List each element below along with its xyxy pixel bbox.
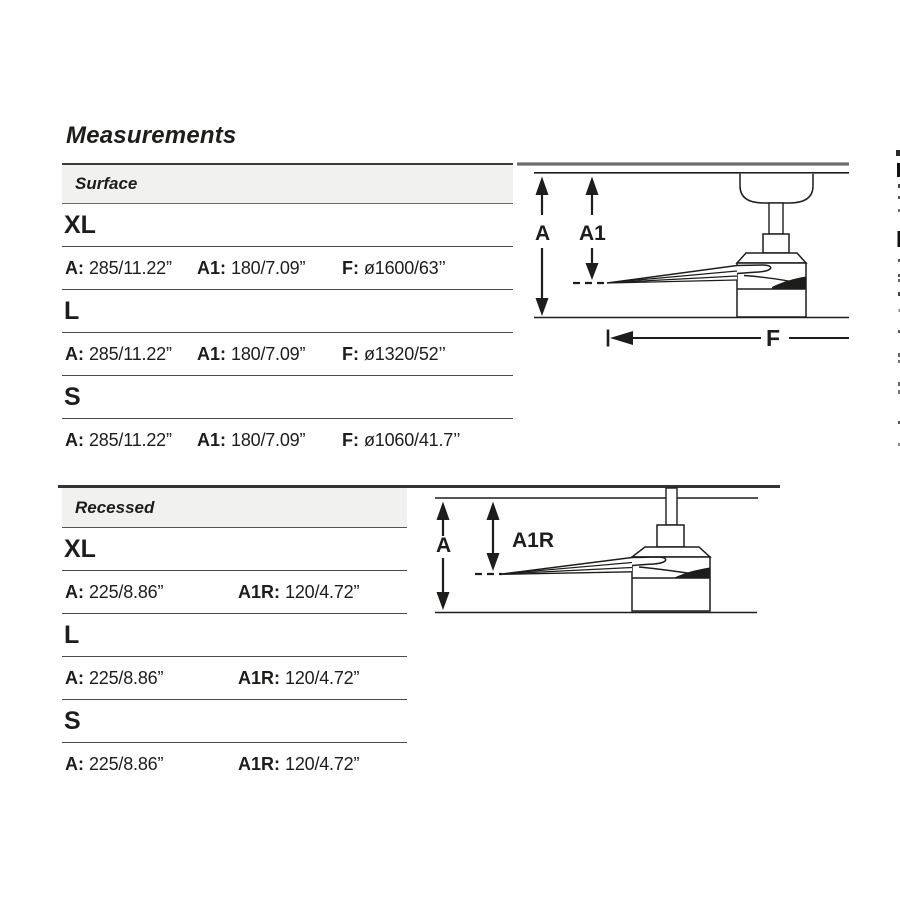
dim-f-label: F <box>766 325 781 351</box>
dim-a <box>65 754 238 775</box>
surface-header-label: Surface <box>75 174 138 193</box>
dim-a1r <box>238 668 359 689</box>
dim-a1r-arrow-down-icon <box>487 553 500 571</box>
dim-a1-label: A1: <box>197 343 227 364</box>
dim-f-value: ø1060/41.7’’ <box>364 430 461 450</box>
dim-a-value: 285/11.22” <box>89 430 172 450</box>
dim-a1r-value: 120/4.72” <box>285 581 360 602</box>
dim-f-label: F: <box>342 430 359 450</box>
dim-a1-label: A1 <box>579 222 606 245</box>
surface-size-row-xl <box>62 204 513 247</box>
recessed-table-header <box>62 488 407 528</box>
recessed-mounting-diagram <box>420 480 900 625</box>
downrod-shape <box>666 488 677 525</box>
dim-a-value: 225/8.86” <box>89 754 164 774</box>
dim-f-value: ø1320/52’’ <box>364 343 446 364</box>
coupling-shape <box>763 234 789 253</box>
downrod-shape <box>769 203 783 234</box>
surface-size-row-l <box>62 290 513 333</box>
surface-table <box>62 163 513 462</box>
page-title: Measurements <box>66 122 237 149</box>
dim-a-value: 225/8.86” <box>89 581 164 602</box>
recessed-size-row-s <box>62 700 407 743</box>
dim-a1r-label: A1R: <box>238 581 281 602</box>
dim-f <box>342 258 446 279</box>
dim-a <box>65 258 197 279</box>
dim-a1 <box>197 430 342 451</box>
recessed-size-row-xl <box>62 528 407 571</box>
size-label: L <box>64 296 80 325</box>
size-label: XL <box>64 210 96 239</box>
coupling-shape <box>657 525 684 547</box>
dim-a-arrow-down-icon <box>437 592 450 610</box>
size-label: S <box>64 706 81 735</box>
dim-a-label: A <box>535 222 551 245</box>
dim-a-label: A: <box>65 754 84 774</box>
dim-a1r <box>238 582 359 603</box>
recessed-size-row-l <box>62 614 407 657</box>
dim-a1r <box>238 754 359 775</box>
dim-a-label: A: <box>65 581 84 602</box>
dim-a1-arrow-down-icon <box>586 263 599 280</box>
dim-f-label: F: <box>342 257 359 278</box>
dim-f <box>342 430 460 451</box>
surface-dims-row-s <box>62 419 513 462</box>
recessed-table <box>62 488 407 786</box>
dim-a1 <box>197 258 342 279</box>
dim-a1r-label: A1R: <box>238 667 281 688</box>
recessed-dims-row-xl <box>62 571 407 614</box>
cutoff-text-fragments <box>893 145 900 455</box>
dim-a-label: A: <box>65 667 84 688</box>
dim-a-label: A <box>436 534 452 557</box>
dim-a1-value: 180/7.09” <box>231 343 306 364</box>
dim-f-value: ø1600/63’’ <box>364 257 446 278</box>
size-label: L <box>64 620 80 649</box>
dim-a1-label: A1: <box>197 430 227 450</box>
size-label: S <box>64 382 81 411</box>
recessed-dims-row-s <box>62 743 407 786</box>
dim-a1-value: 180/7.09” <box>231 430 306 450</box>
surface-dims-row-xl <box>62 247 513 290</box>
recessed-dims-row-l <box>62 657 407 700</box>
dim-a1r-value: 120/4.72” <box>285 667 360 688</box>
dim-f-arrow-left-icon <box>610 331 633 345</box>
dim-a1-value: 180/7.09” <box>231 257 306 278</box>
dim-a-value: 285/11.22” <box>89 257 172 278</box>
dim-a1r-label: A1R: <box>238 754 281 774</box>
motor-top-shape <box>632 547 710 557</box>
surface-mounting-diagram <box>517 155 900 355</box>
dim-a-label: A: <box>65 430 84 450</box>
dim-a1r-value: 120/4.72” <box>285 754 360 774</box>
dim-a <box>65 344 197 365</box>
size-label: XL <box>64 534 96 563</box>
dim-a1r-label: A1R <box>512 529 555 552</box>
surface-dims-row-l <box>62 333 513 376</box>
dim-a1 <box>197 344 342 365</box>
dim-a-value: 225/8.86” <box>89 667 164 688</box>
dim-a-arrow-down-icon <box>536 298 549 316</box>
canopy-shape <box>740 174 813 203</box>
motor-top-shape <box>737 253 806 263</box>
dim-a-value: 285/11.22” <box>89 343 172 364</box>
dim-a <box>65 430 197 451</box>
dim-a <box>65 668 238 689</box>
dim-a-label: A: <box>65 343 84 364</box>
dim-a1-label: A1: <box>197 257 227 278</box>
dim-f <box>342 344 446 365</box>
dim-f-label: F: <box>342 343 359 364</box>
dim-a <box>65 582 238 603</box>
surface-size-row-s <box>62 376 513 419</box>
recessed-header-label: Recessed <box>75 497 155 517</box>
dim-a-label: A: <box>65 257 84 278</box>
surface-table-header <box>62 163 513 204</box>
